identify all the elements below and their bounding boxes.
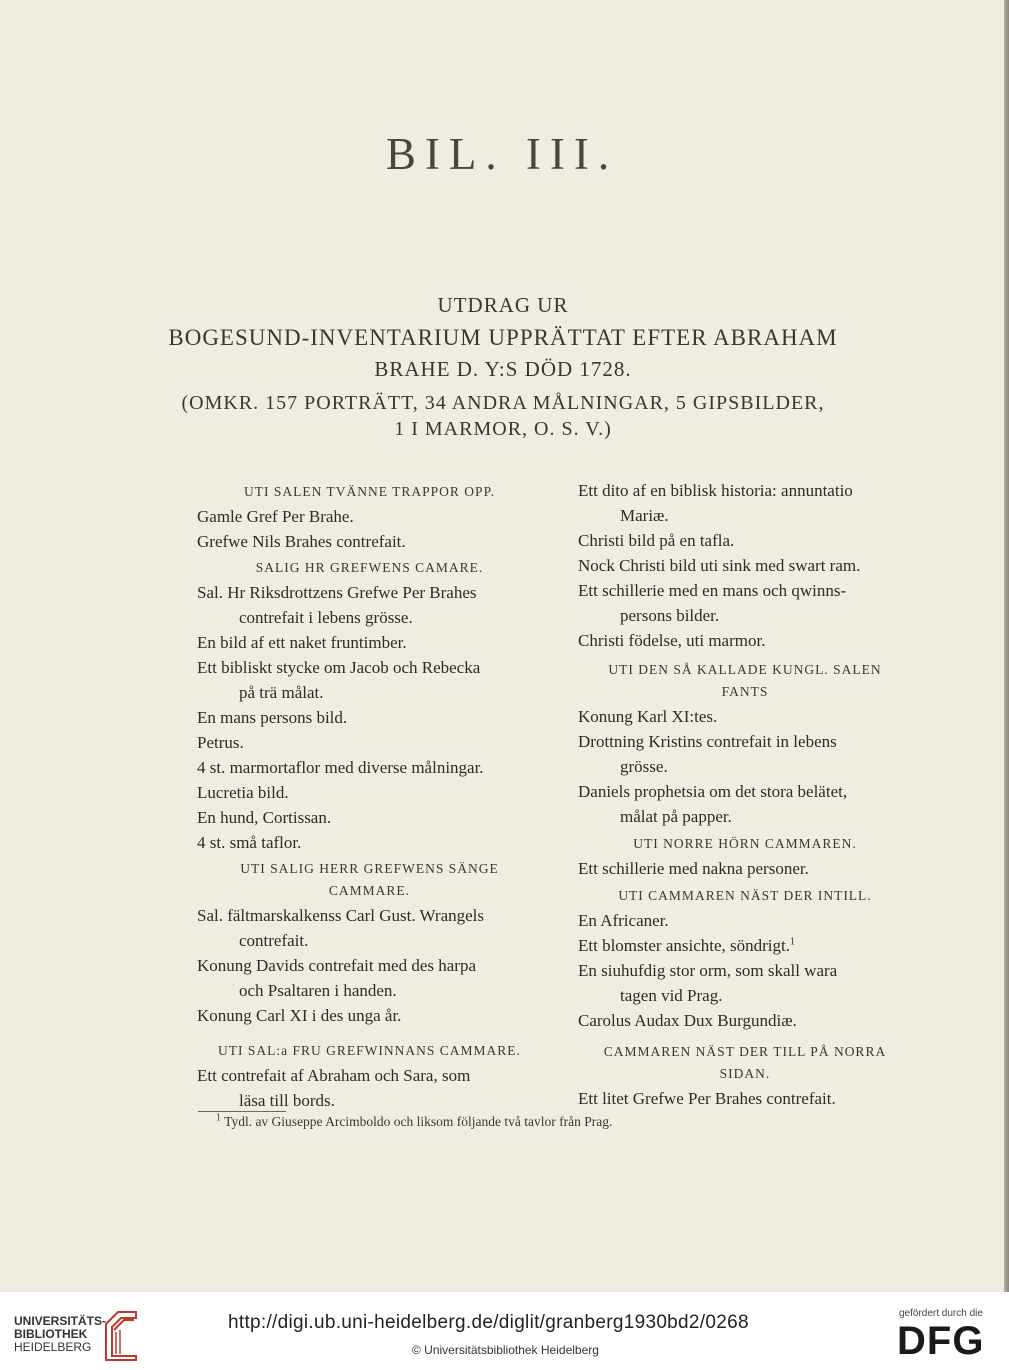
heading-line2: BOGESUND-INVENTARIUM UPPRÄTTAT EFTER ABRAHAM <box>168 325 838 350</box>
section-heading: UTI SALEN TVÄNNE TRAPPOR OPP. <box>244 484 495 499</box>
inventory-entry: Ett dito af en biblisk historia: annuntatio Mariæ. <box>578 481 853 525</box>
inventory-entry: Sal. fältmarskalkenss Carl Gust. Wrangels contrefait. <box>197 906 484 950</box>
inventory-entry: Ett contrefait af Abraham och Sara, som läsa till bords. <box>197 1066 471 1110</box>
inventory-entry: En hund, Cortissan. <box>197 808 332 827</box>
inventory-entry: Ett schillerie med en mans och qwinns- persons bilder. <box>578 581 847 625</box>
left-column <box>197 478 542 1113</box>
heading-line1: UTDRAG UR <box>437 293 569 317</box>
inventory-entry: Konung Davids contrefait med des harpa och Psaltaren i handen. <box>197 956 476 1000</box>
inventory-entry: En siuhufdig stor orm, som skall wara tagen vid Prag. <box>578 961 838 1005</box>
inventory-entry: Christi bild på en tafla. <box>578 531 735 550</box>
inventory-entry: Ett bibliskt stycke om Jacob och Rebecka på trä målat. <box>197 658 481 702</box>
inventory-entry: Christi födelse, uti marmor. <box>578 631 766 650</box>
footnote-marker: 1 <box>790 936 795 948</box>
inventory-entry: Lucretia bild. <box>197 783 289 802</box>
section-heading: UTI DEN SÅ KALLADE KUNGL. SALEN FANTS <box>608 662 882 699</box>
section-heading: UTI CAMMAREN NÄST DER INTILL. <box>618 888 872 903</box>
inventory-entry: 4 st. små taflor. <box>197 833 302 852</box>
funded-by-label: gefördert durch die <box>899 1308 983 1319</box>
inventory-entry: Konung Carl XI i des unga år. <box>197 1006 402 1025</box>
inventory-entry: En mans persons bild. <box>197 708 348 727</box>
inventory-entry: En bild af ett naket fruntimber. <box>197 633 407 652</box>
inventory-entry: Ett blomster ansichte, söndrigt.$^1$ <box>578 936 795 955</box>
heading-line5: 1 I MARMOR, O. S. V.) <box>394 418 612 440</box>
inventory-entry: Petrus. <box>197 733 244 752</box>
inventory-entry: Grefwe Nils Brahes contrefait. <box>197 532 406 551</box>
inventory-entry: Nock Christi bild uti sink med swart ram. <box>578 556 861 575</box>
inventory-entry: Ett schillerie med nakna personer. <box>578 859 809 878</box>
inventory-entry: En Africaner. <box>578 911 669 930</box>
inventory-entry: Drottning Kristins contrefait in lebens grösse. <box>578 732 837 776</box>
page-title: BIL. III. <box>385 129 619 179</box>
heading-line3: BRAHE D. Y:S DÖD 1728. <box>374 357 632 381</box>
footnote-rule <box>198 1111 286 1112</box>
inventory-entry: Gamle Gref Per Brahe. <box>197 507 354 526</box>
heading-line4: (OMKR. 157 PORTRÄTT, 34 ANDRA MÅLNINGAR, 5 GIPSBILDER, <box>181 392 825 414</box>
library-logo-text: UNIVERSITÄTS- BIBLIOTHEK HEIDELBERG <box>14 1314 107 1354</box>
permalink-link[interactable]: http://digi.ub.uni-heidelberg.de/diglit/granberg1930bd2/0268 <box>228 1312 749 1333</box>
copyright-notice: © Universitätsbibliothek Heidelberg <box>412 1343 599 1357</box>
library-logo-icon <box>100 1308 140 1362</box>
section-heading: CAMMAREN NÄST DER TILL PÅ NORRA SIDAN. <box>603 1044 887 1081</box>
inventory-entry: 4 st. marmortaflor med diverse målningar. <box>197 758 484 777</box>
page-edge <box>1004 0 1009 1292</box>
section-heading: UTI NORRE HÖRN CAMMAREN. <box>633 836 857 851</box>
inventory-entry: Ett litet Grefwe Per Brahes contrefait. <box>578 1089 836 1108</box>
section-heading: UTI SALIG HERR GREFWENS SÄNGE CAMMARE. <box>240 861 499 898</box>
footnote: $^1$ Tydl. av Giuseppe Arcimboldo och liksom följande två tavlor från Prag. <box>216 1112 613 1129</box>
right-column <box>578 478 912 1111</box>
inventory-entry: Sal. Hr Riksdrottzens Grefwe Per Brahes contrefait i lebens grösse. <box>197 583 477 627</box>
inventory-entry: Daniels prophetsia om det stora belätet, målat på papper. <box>578 782 848 826</box>
inventory-entry: Konung Karl XI:tes. <box>578 707 718 726</box>
dfg-logo: DFG <box>897 1319 985 1363</box>
section-heading: UTI SAL:a FRU GREFWINNANS CAMMARE. <box>218 1043 521 1058</box>
inventory-entry: Carolus Audax Dux Burgundiæ. <box>578 1011 797 1030</box>
section-heading: SALIG HR GREFWENS CAMARE. <box>255 560 484 575</box>
